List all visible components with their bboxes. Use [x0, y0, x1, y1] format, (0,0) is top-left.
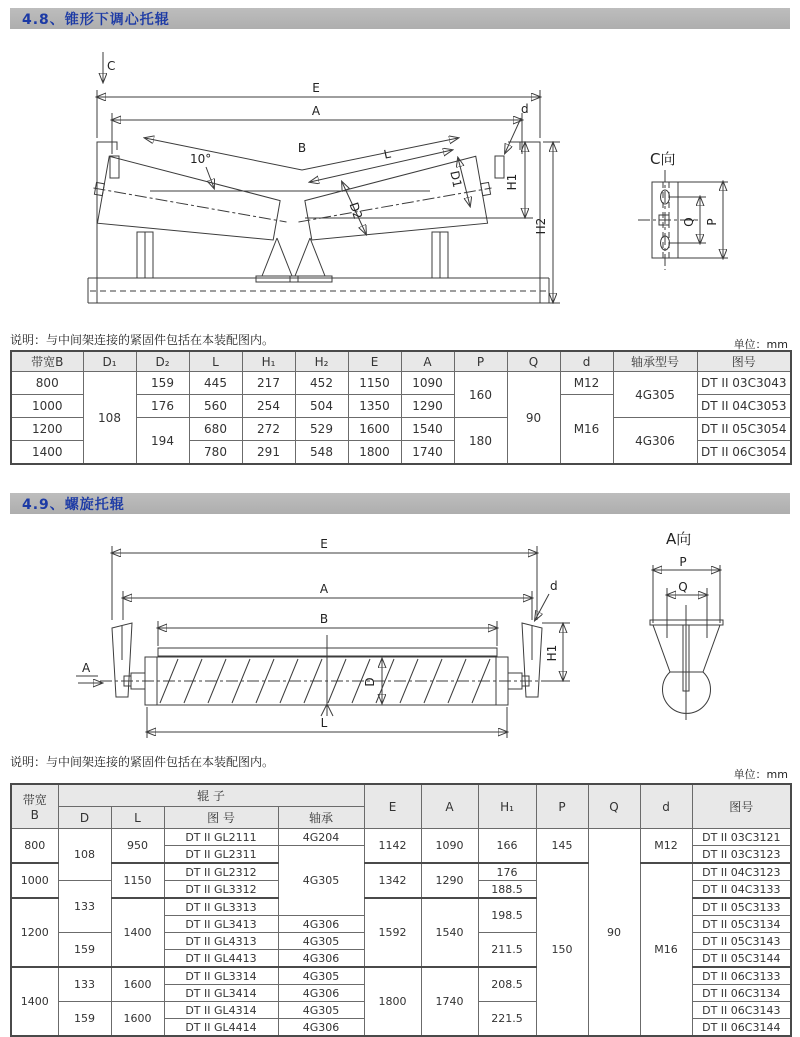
spec-cell: DT II 05C3144 [692, 950, 791, 968]
table-row [11, 863, 791, 881]
dim-label-d1: D1 [447, 169, 465, 189]
spec-cell: 150 [536, 863, 588, 1036]
t2-col-b-line2: B [30, 808, 39, 822]
roller-left [88, 154, 293, 255]
dim-label-c: C [107, 59, 116, 73]
spec-cell: 1290 [421, 863, 478, 898]
spec-cell: 291 [242, 441, 295, 465]
spec-cell: 1342 [364, 863, 421, 898]
spec-cell: 133 [58, 967, 111, 1002]
spec-cell: 166 [478, 829, 536, 864]
spec-cell: DT II GL4414 [164, 1019, 278, 1037]
spec-cell: 1800 [348, 441, 401, 465]
t1-col-a: A [401, 351, 454, 372]
spec-cell: 188.5 [478, 881, 536, 899]
spec-cell: DT II 04C3133 [692, 881, 791, 899]
spec-cell: DT II GL4313 [164, 933, 278, 950]
spec-cell: 780 [189, 441, 242, 465]
dim-label-b: B [297, 141, 307, 155]
spec-cell: 1600 [111, 967, 164, 1002]
spec-cell: DT II 05C3143 [692, 933, 791, 950]
t2-group-roller: 辊 子 [58, 784, 364, 807]
spec-cell: 800 [11, 829, 58, 864]
spec-cell: DT II GL3414 [164, 985, 278, 1002]
spec-cell: 1000 [11, 395, 83, 418]
view-c-label: C向 [650, 150, 676, 168]
t1-col-q: Q [507, 351, 560, 372]
dim-label-q: Q [678, 580, 688, 594]
spec-cell: 1600 [348, 418, 401, 441]
spec-cell: 1000 [11, 863, 58, 898]
spec-cell: 445 [189, 372, 242, 395]
spec-cell: 180 [454, 418, 507, 465]
spec-cell: 1592 [364, 898, 421, 967]
spec-cell: DT II 03C3121 [692, 829, 791, 846]
spec-cell: DT II GL3312 [164, 881, 278, 899]
spec-cell: DT II GL3313 [164, 898, 278, 916]
t1-col-d1: D₁ [83, 351, 136, 372]
spec-cell: DT II GL2311 [164, 846, 278, 864]
section-title-4-8: 4.8、锥形下调心托辊 [22, 11, 170, 28]
spec-cell: DT II GL3314 [164, 967, 278, 985]
spec-cell: DT II GL3413 [164, 916, 278, 933]
spec-cell: 108 [58, 829, 111, 881]
spec-cell: M16 [640, 863, 692, 1036]
dim-label-d2: D2 [346, 200, 366, 221]
table-row [11, 829, 791, 846]
t2-col-fig: 图号 [692, 784, 791, 829]
spec-cell: 950 [111, 829, 164, 864]
spec-cell: 145 [536, 829, 588, 864]
spec-cell: 4G204 [278, 829, 364, 846]
spec-cell: 1800 [364, 967, 421, 1036]
cone-idler-drawing [0, 30, 800, 332]
t1-col-d2: D₂ [136, 351, 189, 372]
t1-col-b: 带宽B [11, 351, 83, 372]
t1-col-e: E [348, 351, 401, 372]
spec-cell: DT II 05C3134 [692, 916, 791, 933]
t1-header-row [11, 351, 791, 372]
spec-cell: 159 [58, 1002, 111, 1037]
spec-cell: 1090 [421, 829, 478, 864]
spec-cell: 1400 [11, 441, 83, 465]
spec-cell: 452 [295, 372, 348, 395]
dimensions [76, 537, 570, 738]
spec-cell: 1740 [421, 967, 478, 1036]
spec-cell: 4G306 [278, 950, 364, 968]
dim-label-d: d [521, 102, 529, 116]
spec-cell: 4G306 [278, 1019, 364, 1037]
spec-cell: M12 [640, 829, 692, 864]
dim-label-angle: 10° [190, 152, 212, 166]
spec-cell: DT II 04C3123 [692, 863, 791, 881]
spec-cell: DT II GL2312 [164, 863, 278, 881]
spec-cell: 1150 [111, 863, 164, 898]
spec-cell: 1540 [401, 418, 454, 441]
section-header-4-9 [10, 493, 790, 514]
spec-cell: 159 [58, 933, 111, 968]
view-c-detail [638, 150, 728, 270]
spec-cell: 90 [507, 372, 560, 465]
spec-cell: 4G306 [613, 418, 697, 465]
spec-cell: DT II 03C3043 [697, 372, 791, 395]
t2-col-a: A [421, 784, 478, 829]
spec-cell: 176 [136, 395, 189, 418]
spec-cell: 560 [189, 395, 242, 418]
spec-cell: 1740 [401, 441, 454, 465]
spec-cell: 1200 [11, 418, 83, 441]
spec-cell: DT II GL4413 [164, 950, 278, 968]
dim-label-h1: H1 [545, 644, 559, 662]
dim-label-d-big: D [363, 677, 377, 687]
spec-cell: DT II 05C3133 [692, 898, 791, 916]
t1-col-fig: 图号 [697, 351, 791, 372]
dim-label-a: A [311, 104, 321, 118]
spec-cell: DT II 03C3123 [692, 846, 791, 864]
dim-label-b: B [319, 612, 329, 626]
spec-cell: 160 [454, 372, 507, 418]
section-arrow-label: A [82, 661, 91, 675]
cone-idler-spec-table [10, 350, 792, 465]
t2-subcol-d: D [58, 807, 111, 829]
spec-cell: 211.5 [478, 933, 536, 968]
t2-col-d: d [640, 784, 692, 829]
t2-subcol-fig: 图 号 [164, 807, 278, 829]
spec-cell: 800 [11, 372, 83, 395]
t2-header-row-1 [11, 784, 791, 807]
spec-cell: 217 [242, 372, 295, 395]
dim-label-l: L [382, 146, 392, 162]
t2-col-h1: H₁ [478, 784, 536, 829]
t2-subcol-bearing: 轴承 [278, 807, 364, 829]
view-a-label: A向 [666, 530, 692, 548]
spec-cell: 208.5 [478, 967, 536, 1002]
dim-label-p: P [679, 555, 687, 569]
dimensions [97, 52, 560, 303]
spec-cell: 504 [295, 395, 348, 418]
spec-cell: 272 [242, 418, 295, 441]
spec-cell: 529 [295, 418, 348, 441]
spec-cell: DT II 06C3134 [692, 985, 791, 1002]
spec-cell: 1290 [401, 395, 454, 418]
roller-right [293, 154, 498, 255]
t1-col-d: d [560, 351, 613, 372]
spec-cell: 1400 [111, 898, 164, 967]
t1-col-bearing: 轴承型号 [613, 351, 697, 372]
spec-cell: M12 [560, 372, 613, 395]
t2-col-p: P [536, 784, 588, 829]
spec-cell: 221.5 [478, 1002, 536, 1037]
spec-cell: 4G306 [278, 985, 364, 1002]
dim-label-d: d [550, 579, 558, 593]
spec-cell: DT II GL2111 [164, 829, 278, 846]
dim-label-l: L [320, 716, 328, 730]
assembly-note-2: 说明：与中间架连接的紧固件包括在本装配图内。 [10, 755, 275, 769]
spec-cell: 198.5 [478, 898, 536, 933]
roller-supports [137, 232, 448, 282]
unit-label-1: 单位：mm [733, 338, 788, 351]
spec-cell: 1142 [364, 829, 421, 864]
spec-cell: DT II 04C3053 [697, 395, 791, 418]
spec-cell: 194 [136, 418, 189, 465]
spec-cell: DT II 06C3144 [692, 1019, 791, 1037]
t2-col-q: Q [588, 784, 640, 829]
dim-label-e: E [320, 537, 328, 551]
spec-cell: 4G306 [278, 916, 364, 933]
spec-cell: 108 [83, 372, 136, 465]
dim-label-h2: H2 [534, 217, 548, 235]
section-title-4-9: 4.9、螺旋托辊 [22, 496, 125, 513]
spec-cell: 90 [588, 829, 640, 1037]
spec-cell: 1400 [11, 967, 58, 1036]
spec-cell: 1540 [421, 898, 478, 967]
spec-cell: 159 [136, 372, 189, 395]
table-row [11, 372, 791, 395]
spec-cell: DT II 05C3054 [697, 418, 791, 441]
section-header-4-8 [10, 8, 790, 29]
assembly-note-1: 说明：与中间架连接的紧固件包括在本装配图内。 [10, 333, 275, 347]
spec-cell: DT II 06C3143 [692, 1002, 791, 1019]
view-a-detail [650, 530, 723, 720]
spiral-roller [100, 635, 560, 716]
dim-label-q: Q [682, 217, 696, 227]
dim-label-h1: H1 [505, 173, 519, 191]
t2-col-b [11, 784, 58, 829]
t2-col-b-line1: 带宽 [22, 793, 47, 807]
t1-col-h2: H₂ [295, 351, 348, 372]
spec-cell: 1600 [111, 1002, 164, 1037]
t1-col-p: P [454, 351, 507, 372]
spec-cell: 548 [295, 441, 348, 465]
spiral-idler-drawing [0, 520, 800, 753]
spec-cell: 1090 [401, 372, 454, 395]
spec-cell: 254 [242, 395, 295, 418]
spec-cell: 176 [478, 863, 536, 881]
dim-label-e: E [312, 81, 320, 95]
dim-label-a: A [319, 582, 329, 596]
spec-cell: M16 [560, 395, 613, 465]
spec-cell: 1200 [11, 898, 58, 967]
t2-subcol-l: L [111, 807, 164, 829]
spec-cell: 133 [58, 881, 111, 933]
spiral-idler-spec-table [10, 783, 792, 1037]
t1-col-h1: H₁ [242, 351, 295, 372]
t1-col-l: L [189, 351, 242, 372]
unit-label-2: 单位：mm [733, 768, 788, 781]
spec-cell: DT II GL4314 [164, 1002, 278, 1019]
spec-cell: DT II 06C3133 [692, 967, 791, 985]
spec-cell: 4G305 [278, 967, 364, 985]
spec-cell: 4G305 [278, 846, 364, 916]
spec-cell: 1350 [348, 395, 401, 418]
spec-cell: 680 [189, 418, 242, 441]
spec-cell: 4G305 [278, 1002, 364, 1019]
spec-cell: DT II 06C3054 [697, 441, 791, 465]
spec-cell: 1150 [348, 372, 401, 395]
spec-cell: 4G305 [613, 372, 697, 418]
dim-label-p: P [705, 218, 719, 226]
spec-cell: 4G305 [278, 933, 364, 950]
t2-col-e: E [364, 784, 421, 829]
